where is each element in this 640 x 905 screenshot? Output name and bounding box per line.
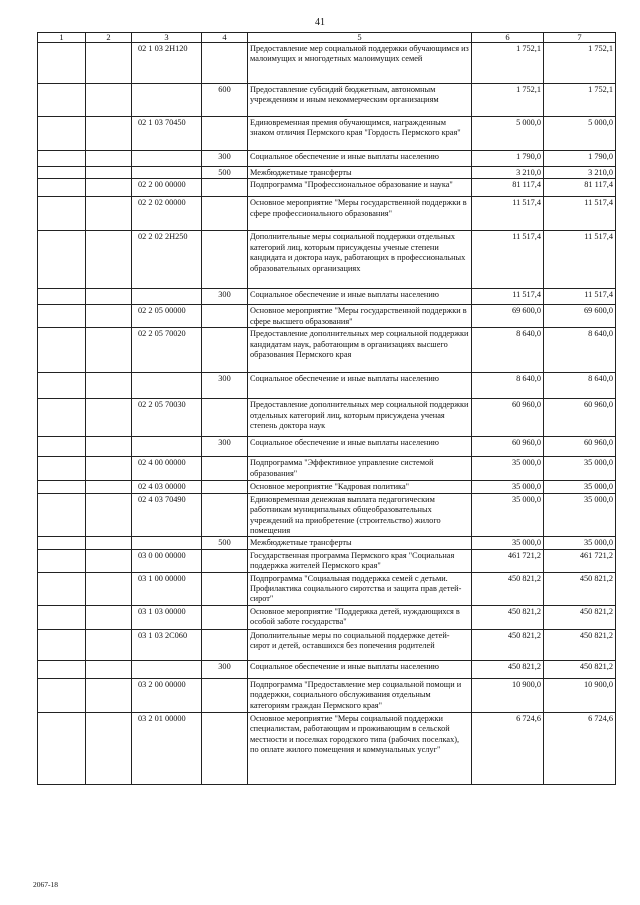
col1-cell <box>38 712 86 784</box>
expense-type-cell <box>202 712 248 784</box>
amount-cell: 450 821,2 <box>544 605 616 629</box>
col1-cell <box>38 151 86 167</box>
target-code-cell: 02 1 03 70450 <box>132 117 202 151</box>
table-row <box>38 179 616 197</box>
col2-cell <box>86 328 132 373</box>
target-code-cell <box>132 84 202 117</box>
amount-cell: 35 000,0 <box>544 457 616 481</box>
amount-cell: 69 600,0 <box>544 305 616 328</box>
header-cell: 2 <box>86 33 132 43</box>
target-code-cell: 02 2 05 70030 <box>132 399 202 437</box>
expense-type-cell: 300 <box>202 289 248 305</box>
amount-cell: 8 640,0 <box>472 328 544 373</box>
col1-cell <box>38 231 86 289</box>
name-cell: Основное мероприятие "Меры государственной поддержки в сфере высшего образования" <box>248 305 472 328</box>
table-row <box>38 712 616 784</box>
amount-cell: 461 721,2 <box>472 549 544 572</box>
expense-type-cell <box>202 305 248 328</box>
col2-cell <box>86 605 132 629</box>
col2-cell <box>86 481 132 493</box>
col1-cell <box>38 678 86 712</box>
col1-cell <box>38 399 86 437</box>
table-row <box>38 399 616 437</box>
table-row <box>38 537 616 549</box>
target-code-cell <box>132 537 202 549</box>
amount-cell: 450 821,2 <box>472 629 544 660</box>
name-cell: Подпрограмма "Предоставление мер социальной помощи и поддержки, социального обслуживания отдельным категориям граждан Пермского края" <box>248 678 472 712</box>
amount-cell: 60 960,0 <box>472 437 544 457</box>
amount-cell: 35 000,0 <box>472 457 544 481</box>
name-cell: Социальное обеспечение и иные выплаты населению <box>248 660 472 678</box>
amount-cell: 6 724,6 <box>544 712 616 784</box>
col1-cell <box>38 537 86 549</box>
table-row <box>38 373 616 399</box>
table-row <box>38 231 616 289</box>
document-code: 2067-18 <box>33 880 58 889</box>
amount-cell: 8 640,0 <box>544 328 616 373</box>
amount-cell: 11 517,4 <box>544 289 616 305</box>
header-cell: 6 <box>472 33 544 43</box>
target-code-cell: 02 4 03 70490 <box>132 493 202 537</box>
name-cell: Социальное обеспечение и иные выплаты населению <box>248 289 472 305</box>
target-code-cell <box>132 660 202 678</box>
amount-cell: 450 821,2 <box>544 660 616 678</box>
amount-cell: 69 600,0 <box>472 305 544 328</box>
expense-type-cell <box>202 481 248 493</box>
expense-type-cell: 600 <box>202 84 248 117</box>
col2-cell <box>86 43 132 84</box>
amount-cell: 1 752,1 <box>472 43 544 84</box>
name-cell: Межбюджетные трансферты <box>248 537 472 549</box>
amount-cell: 35 000,0 <box>544 537 616 549</box>
amount-cell: 11 517,4 <box>472 197 544 231</box>
target-code-cell <box>132 289 202 305</box>
expense-type-cell <box>202 117 248 151</box>
col2-cell <box>86 179 132 197</box>
name-cell: Предоставление мер социальной поддержки обучающимся из малоимущих и многодетных малоимущих семей <box>248 43 472 84</box>
expense-type-cell <box>202 328 248 373</box>
col1-cell <box>38 84 86 117</box>
name-cell: Дополнительные меры социальной поддержки отдельных категорий лиц, которым присуждены ученые степени кандидата и доктора наук, работающих в профессиональных образовательных организациях <box>248 231 472 289</box>
amount-cell: 35 000,0 <box>472 481 544 493</box>
amount-cell: 5 000,0 <box>472 117 544 151</box>
amount-cell: 35 000,0 <box>472 493 544 537</box>
col2-cell <box>86 493 132 537</box>
col1-cell <box>38 373 86 399</box>
col1-cell <box>38 493 86 537</box>
col1-cell <box>38 197 86 231</box>
col1-cell <box>38 481 86 493</box>
col1-cell <box>38 605 86 629</box>
expense-type-cell <box>202 457 248 481</box>
col2-cell <box>86 117 132 151</box>
table-row <box>38 605 616 629</box>
header-cell: 7 <box>544 33 616 43</box>
target-code-cell: 02 1 03 2Н120 <box>132 43 202 84</box>
expense-type-cell: 300 <box>202 437 248 457</box>
amount-cell: 35 000,0 <box>544 481 616 493</box>
name-cell: Основное мероприятие "Поддержка детей, нуждающихся в особой заботе государства" <box>248 605 472 629</box>
name-cell: Основное мероприятие "Меры социальной поддержки специалистам, работающим и проживающим в сельской местности и поселках городского типа (рабочих поселках), по оплате жилого помещения и коммунальных услуг" <box>248 712 472 784</box>
amount-cell: 60 960,0 <box>544 399 616 437</box>
name-cell: Подпрограмма "Эффективное управление системой образования" <box>248 457 472 481</box>
col2-cell <box>86 549 132 572</box>
target-code-cell: 02 2 00 00000 <box>132 179 202 197</box>
col2-cell <box>86 197 132 231</box>
amount-cell: 1 752,1 <box>544 43 616 84</box>
name-cell: Межбюджетные трансферты <box>248 167 472 179</box>
name-cell: Социальное обеспечение и иные выплаты населению <box>248 437 472 457</box>
amount-cell: 60 960,0 <box>544 437 616 457</box>
col1-cell <box>38 572 86 605</box>
name-cell: Социальное обеспечение и иные выплаты населению <box>248 151 472 167</box>
amount-cell: 1 752,1 <box>544 84 616 117</box>
name-cell: Предоставление дополнительных мер социальной поддержки кандидатам наук, работающим в организациях высшего образования Пермского края <box>248 328 472 373</box>
col2-cell <box>86 678 132 712</box>
col2-cell <box>86 629 132 660</box>
col1-cell <box>38 117 86 151</box>
name-cell: Предоставление дополнительных мер социальной поддержки отдельных категорий лиц, которым присуждена ученая степень доктора наук <box>248 399 472 437</box>
amount-cell: 10 900,0 <box>544 678 616 712</box>
col2-cell <box>86 437 132 457</box>
amount-cell: 450 821,2 <box>544 572 616 605</box>
amount-cell: 35 000,0 <box>472 537 544 549</box>
expense-type-cell <box>202 605 248 629</box>
table-row <box>38 493 616 537</box>
col2-cell <box>86 167 132 179</box>
col1-cell <box>38 629 86 660</box>
amount-cell: 6 724,6 <box>472 712 544 784</box>
col1-cell <box>38 305 86 328</box>
table-row <box>38 549 616 572</box>
target-code-cell: 03 0 00 00000 <box>132 549 202 572</box>
amount-cell: 8 640,0 <box>472 373 544 399</box>
target-code-cell: 02 2 05 70020 <box>132 328 202 373</box>
expense-type-cell <box>202 399 248 437</box>
amount-cell: 3 210,0 <box>472 167 544 179</box>
col1-cell <box>38 179 86 197</box>
table-row <box>38 305 616 328</box>
col2-cell <box>86 289 132 305</box>
table-row <box>38 678 616 712</box>
target-code-cell <box>132 373 202 399</box>
col2-cell <box>86 151 132 167</box>
col1-cell <box>38 437 86 457</box>
budget-table <box>37 32 616 785</box>
expense-type-cell <box>202 572 248 605</box>
expense-type-cell <box>202 629 248 660</box>
name-cell: Государственная программа Пермского края "Социальная поддержка жителей Пермского края" <box>248 549 472 572</box>
amount-cell: 1 790,0 <box>472 151 544 167</box>
name-cell: Социальное обеспечение и иные выплаты населению <box>248 373 472 399</box>
amount-cell: 81 117,4 <box>472 179 544 197</box>
amount-cell: 1 790,0 <box>544 151 616 167</box>
amount-cell: 450 821,2 <box>472 660 544 678</box>
target-code-cell: 03 1 03 2С060 <box>132 629 202 660</box>
table-row <box>38 457 616 481</box>
target-code-cell: 03 2 01 00000 <box>132 712 202 784</box>
name-cell: Подпрограмма "Профессиональное образование и наука" <box>248 179 472 197</box>
expense-type-cell: 300 <box>202 151 248 167</box>
target-code-cell: 03 2 00 00000 <box>132 678 202 712</box>
expense-type-cell <box>202 231 248 289</box>
table-row <box>38 481 616 493</box>
col1-cell <box>38 43 86 84</box>
name-cell: Основное мероприятие "Кадровая политика" <box>248 481 472 493</box>
table-row <box>38 167 616 179</box>
page-number: 41 <box>315 17 325 28</box>
table-row <box>38 43 616 84</box>
expense-type-cell: 500 <box>202 167 248 179</box>
target-code-cell <box>132 151 202 167</box>
col1-cell <box>38 328 86 373</box>
expense-type-cell <box>202 493 248 537</box>
expense-type-cell <box>202 43 248 84</box>
col2-cell <box>86 660 132 678</box>
table-row <box>38 629 616 660</box>
amount-cell: 11 517,4 <box>472 231 544 289</box>
amount-cell: 3 210,0 <box>544 167 616 179</box>
target-code-cell: 03 1 00 00000 <box>132 572 202 605</box>
target-code-cell: 02 2 02 00000 <box>132 197 202 231</box>
col2-cell <box>86 84 132 117</box>
col1-cell <box>38 549 86 572</box>
name-cell: Единовременная премия обучающимся, награжденным знаком отличия Пермского края "Гордость Пермского края" <box>248 117 472 151</box>
target-code-cell: 02 2 02 2Н250 <box>132 231 202 289</box>
target-code-cell: 02 2 05 00000 <box>132 305 202 328</box>
expense-type-cell <box>202 179 248 197</box>
expense-type-cell: 300 <box>202 373 248 399</box>
table-row <box>38 197 616 231</box>
target-code-cell: 03 1 03 00000 <box>132 605 202 629</box>
amount-cell: 461 721,2 <box>544 549 616 572</box>
col1-cell <box>38 660 86 678</box>
expense-type-cell: 500 <box>202 537 248 549</box>
header-cell: 1 <box>38 33 86 43</box>
amount-cell: 11 517,4 <box>472 289 544 305</box>
target-code-cell: 02 4 00 00000 <box>132 457 202 481</box>
amount-cell: 35 000,0 <box>544 493 616 537</box>
amount-cell: 11 517,4 <box>544 231 616 289</box>
col2-cell <box>86 712 132 784</box>
col1-cell <box>38 167 86 179</box>
amount-cell: 60 960,0 <box>472 399 544 437</box>
col2-cell <box>86 537 132 549</box>
amount-cell: 450 821,2 <box>544 629 616 660</box>
table-row <box>38 660 616 678</box>
header-cell: 5 <box>248 33 472 43</box>
col2-cell <box>86 305 132 328</box>
expense-type-cell <box>202 197 248 231</box>
target-code-cell <box>132 167 202 179</box>
col2-cell <box>86 399 132 437</box>
target-code-cell: 02 4 03 00000 <box>132 481 202 493</box>
amount-cell: 10 900,0 <box>472 678 544 712</box>
table-row <box>38 84 616 117</box>
table-row <box>38 328 616 373</box>
name-cell: Основное мероприятие "Меры государственной поддержки в сфере профессионального образования" <box>248 197 472 231</box>
amount-cell: 450 821,2 <box>472 572 544 605</box>
name-cell: Дополнительные меры по социальной поддержке детей-сирот и детей, оставшихся без попечения родителей <box>248 629 472 660</box>
table-row <box>38 437 616 457</box>
name-cell: Подпрограмма "Социальная поддержка семей с детьми. Профилактика социального сиротства и защита прав детей-сирот" <box>248 572 472 605</box>
expense-type-cell: 300 <box>202 660 248 678</box>
amount-cell: 5 000,0 <box>544 117 616 151</box>
expense-type-cell <box>202 549 248 572</box>
table-row <box>38 572 616 605</box>
col2-cell <box>86 373 132 399</box>
table-row <box>38 289 616 305</box>
amount-cell: 450 821,2 <box>472 605 544 629</box>
name-cell: Предоставление субсидий бюджетным, автономным учреждениям и иным некоммерческим организациям <box>248 84 472 117</box>
col2-cell <box>86 572 132 605</box>
amount-cell: 11 517,4 <box>544 197 616 231</box>
header-row <box>38 33 616 43</box>
expense-type-cell <box>202 678 248 712</box>
amount-cell: 81 117,4 <box>544 179 616 197</box>
col2-cell <box>86 457 132 481</box>
col1-cell <box>38 289 86 305</box>
table-row <box>38 151 616 167</box>
name-cell: Единовременная денежная выплата педагогическим работникам муниципальных общеобразовательных учреждений на приобретение (строительство) жилого помещения <box>248 493 472 537</box>
col2-cell <box>86 231 132 289</box>
header-cell: 3 <box>132 33 202 43</box>
header-cell: 4 <box>202 33 248 43</box>
table-row <box>38 117 616 151</box>
amount-cell: 1 752,1 <box>472 84 544 117</box>
col1-cell <box>38 457 86 481</box>
amount-cell: 8 640,0 <box>544 373 616 399</box>
target-code-cell <box>132 437 202 457</box>
